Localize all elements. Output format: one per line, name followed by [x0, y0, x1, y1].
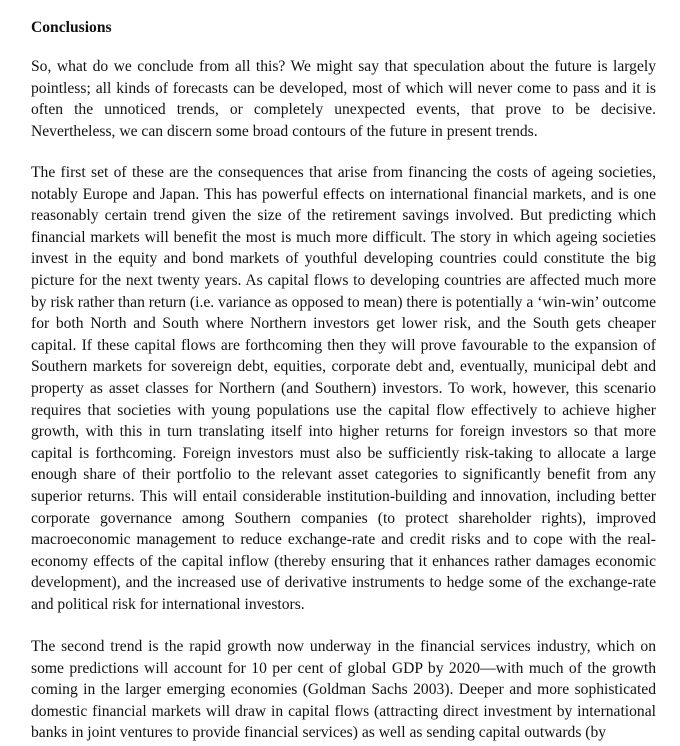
paragraph-conclusion-intro: So, what do we conclude from all this? We might say that speculation about the future is largely pointless; all kinds of forecasts can be developed, most of which will never come to pass and it is often the unnoticed trends, or completely unexpected events, that prove to be decisive. Nevertheless, we can discern some broad contours of the future in present trends.	[31, 58, 656, 140]
paragraph-ageing-societies: The first set of these are the consequences that arise from financing the costs of ageing societies, notably Europe and Japan. This has powerful effects on international financial markets, and is one reasonably certain trend given the size of the retirement savings involved. But predicting which financial markets will benefit the most is much more difficult. The story in which ageing societies invest in the equity and bond markets of youthful developing countries could constitute the big picture for the next twenty years. As capital flows to developing countries are affected much more by risk rather than return (i.e. variance as opposed to mean) there is potentially a ‘win-win’ outcome for both North and South where Northern investors get lower risk, and the South gets cheaper capital. If these capital flows are forthcoming then they will prove favourable to the expansion of Southern markets for sovereign debt, equities, corporate debt and, eventually, municipal debt and property as asset classes for Northern (and Southern) investors. To work, however, this scenario requires that societies with young populations use the capital flow effectively to achieve higher growth, with this in turn translating itself into higher returns for foreign investors so that more capital is forthcoming. Foreign investors must also be sufficiently risk-taking to allocate a large enough share of their portfolio to the relevant asset categories to significantly benefit from any superior returns. This will entail considerable institution-building and innovation, including better corporate governance among Southern companies (to protect shareholder rights), improved macroeconomic management to reduce exchange-rate and credit risks and to cope with the real-economy effects of the capital inflow (thereby ensuring that it enhances rather damages economic development), and the increased use of derivative instruments to hedge some of the exchange-rate and political risk for international investors.	[31, 164, 656, 613]
section-heading: Conclusions	[31, 19, 112, 36]
paragraph-financial-services: The second trend is the rapid growth now underway in the financial services industry, which on some predictions will account for 10 per cent of global GDP by 2020—with much of the growth coming in the larger emerging economies (Goldman Sachs 2003). Deeper and more sophisticated domestic financial markets will draw in capital flows (attracting direct investment by international banks in joint ventures to provide financial services) as well as sending capital outwards (by	[31, 638, 656, 742]
